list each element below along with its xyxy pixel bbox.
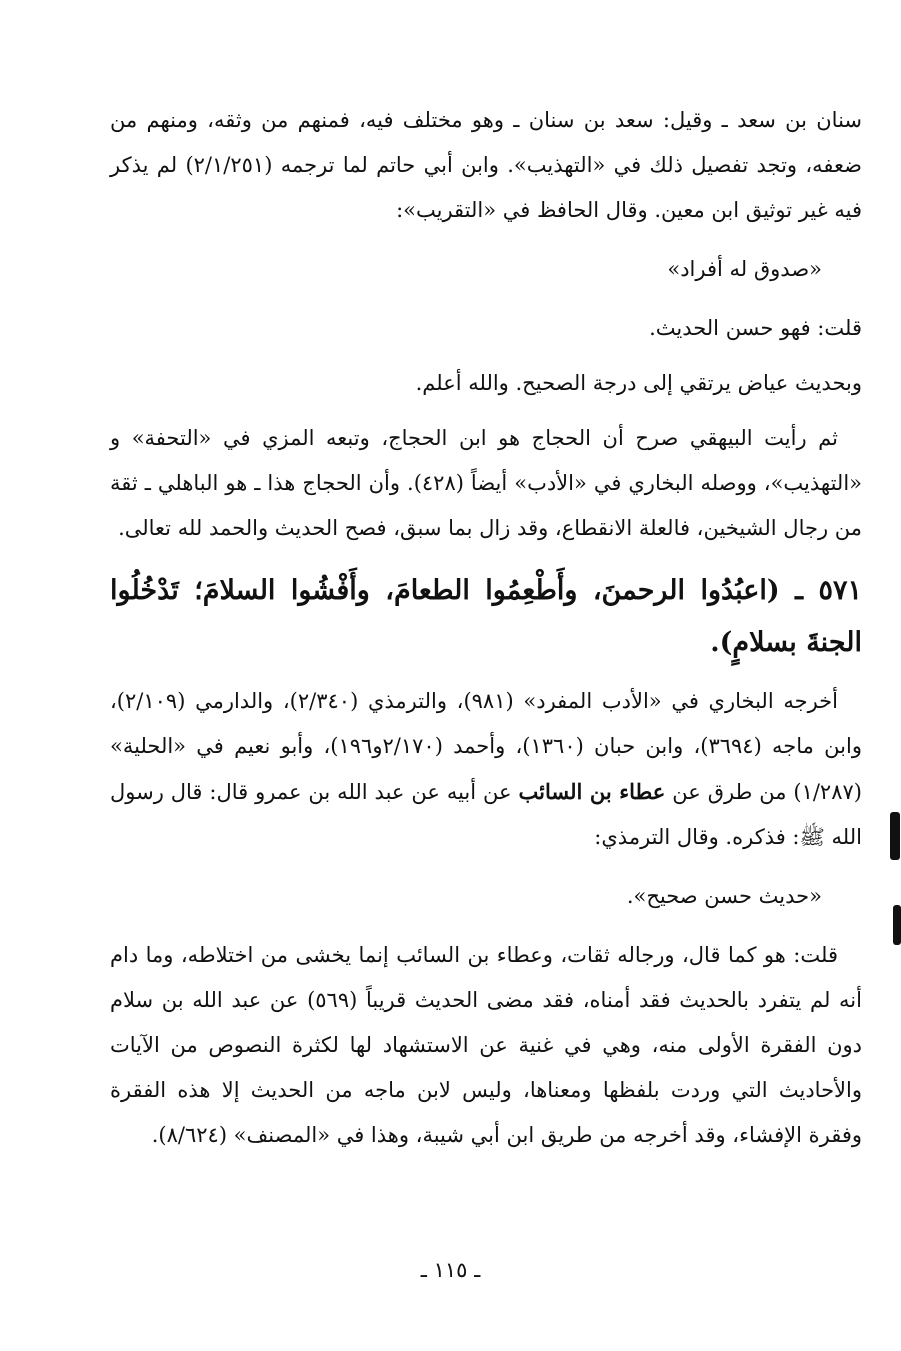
page-body — [110, 98, 862, 1172]
paragraph-4: ثم رأيت البيهقي صرح أن الحجاج هو ابن الحجاج، وتبعه المزي في «التحفة» و «التهذيب»، ووصله البخاري في «الأدب» أيضاً (٤٢٨). وأن الحجاج هذا ـ هو الباهلي ـ ثقة من رجال الشيخين، فالعلة الانقطاع، وقد زال بما سبق، فصح الحديث والحمد لله تعالى. — [110, 426, 863, 540]
edge-mark-top — [890, 812, 900, 860]
page-number: ـ ١١٥ ـ — [420, 1258, 481, 1282]
paragraph-1: سنان بن سعد ـ وقيل: سعد بن سنان ـ وهو مختلف فيه، فمنهم من وثقه، ومنهم من ضعفه، وتجد تفصيل ذلك في «التهذيب». وابن أبي حاتم لما ترجمه (٢/١/٢٥١) لم يذكر فيه غير توثيق ابن معين. وقال الحافظ في «التقريب»: — [110, 108, 862, 222]
quote-taqrib: «صدوق له أفراد» — [667, 257, 822, 281]
quote-tirmidhi: «حديث حسن صحيح». — [626, 884, 822, 908]
hadith-heading: ٥٧١ ـ (اعبُدُوا الرحمنَ، وأَطْعِمُوا الطعامَ، وأَفْشُوا السلامَ؛ تَدْخُلُوا الجنةَ بسلامٍ). — [110, 575, 862, 658]
paragraph-5-start: أخرجه البخاري في «الأدب المفرد» (٩٨١)، والترمذي (٢/٣٤٠)، والدارمي (٢/١٠٩)، وابن ماجه (٣٦٩٤)، وابن حبان (١٣٦٠)، وأحمد (٢/١٧٠و١٩٦)، وأبو نعيم في «الحلية» (١/٢٨٧) من طرق عن — [110, 689, 862, 804]
paragraph-2: قلت: فهو حسن الحديث. — [649, 316, 862, 340]
narrator-name: عطاء بن السائب — [518, 779, 666, 804]
edge-mark-bottom — [893, 905, 901, 945]
paragraph-3: وبحديث عياض يرتقي إلى درجة الصحيح. والله أعلم. — [415, 371, 862, 395]
paragraph-6: قلت: هو كما قال، ورجاله ثقات، وعطاء بن السائب إنما يخشى من اختلاطه، وما دام أنه لم يتفرد بالحديث فقد أمناه، فقد مضى الحديث قريباً (٥٦٩) عن عبد الله بن سلام دون الفقرة الأولى منه، وهي في غنية عن الاستشهاد لها لكثرة النصوص من الآيات والأحاديث التي وردت بلفظها ومعناها، وليس لابن ماجه من الحديث إلا هذه الفقرة وفقرة الإفشاء، وقد أخرجه من طريق ابن أبي شيبة، وهذا في «المصنف» (٨/٦٢٤). — [110, 943, 862, 1147]
paragraph-5-end: عن أبيه عن عبد الله بن عمرو قال: قال رسول الله ﷺ: فذكره. وقال الترمذي: — [110, 780, 862, 849]
paragraph-5 — [110, 679, 862, 860]
